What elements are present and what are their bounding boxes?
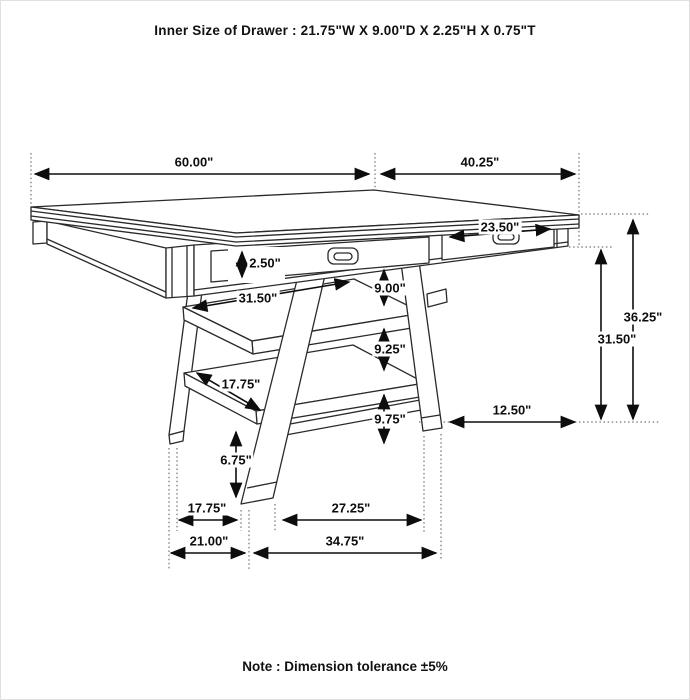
dim-base-outer-span: 34.75"	[325, 533, 365, 549]
dim-floor-to-apron: 31.50"	[597, 331, 637, 347]
dim-apron-to-shelf-gap: 9.00"	[374, 280, 406, 296]
dim-lower-shelf-depth: 17.75"	[221, 376, 261, 392]
dim-upper-shelf-length: 31.50"	[238, 290, 278, 306]
dim-front-feet-inner-gap: 27.25"	[331, 500, 371, 516]
dim-overall-height: 36.25"	[623, 309, 663, 325]
dim-table-depth: 40.25"	[460, 154, 500, 170]
left-drawer-handle	[328, 248, 358, 264]
left-rear-leg	[169, 276, 204, 444]
dim-shelf-floor-clearance: 6.75"	[220, 452, 252, 468]
stretcher-cleat	[427, 289, 447, 307]
dim-drawer-front-height: 2.50"	[249, 255, 281, 271]
dim-stretcher-to-floor: 9.75"	[374, 411, 406, 427]
dim-left-feet-inner-gap: 17.75"	[187, 500, 227, 516]
dim-table-length: 60.00"	[174, 154, 214, 170]
table-line-drawing	[1, 1, 690, 700]
dim-left-foot-span: 21.00"	[189, 533, 229, 549]
dim-right-drawer-width: 23.50"	[480, 219, 520, 235]
dim-foot-inset: 12.50"	[492, 402, 532, 418]
drawer-inner-size-title: Inner Size of Drawer : 21.75"W X 9.00"D X 2.25"H X 0.75"T	[154, 23, 536, 38]
dim-shelf-to-shelf-gap: 9.25"	[374, 341, 406, 357]
tolerance-note: Note : Dimension tolerance ±5%	[242, 659, 448, 674]
